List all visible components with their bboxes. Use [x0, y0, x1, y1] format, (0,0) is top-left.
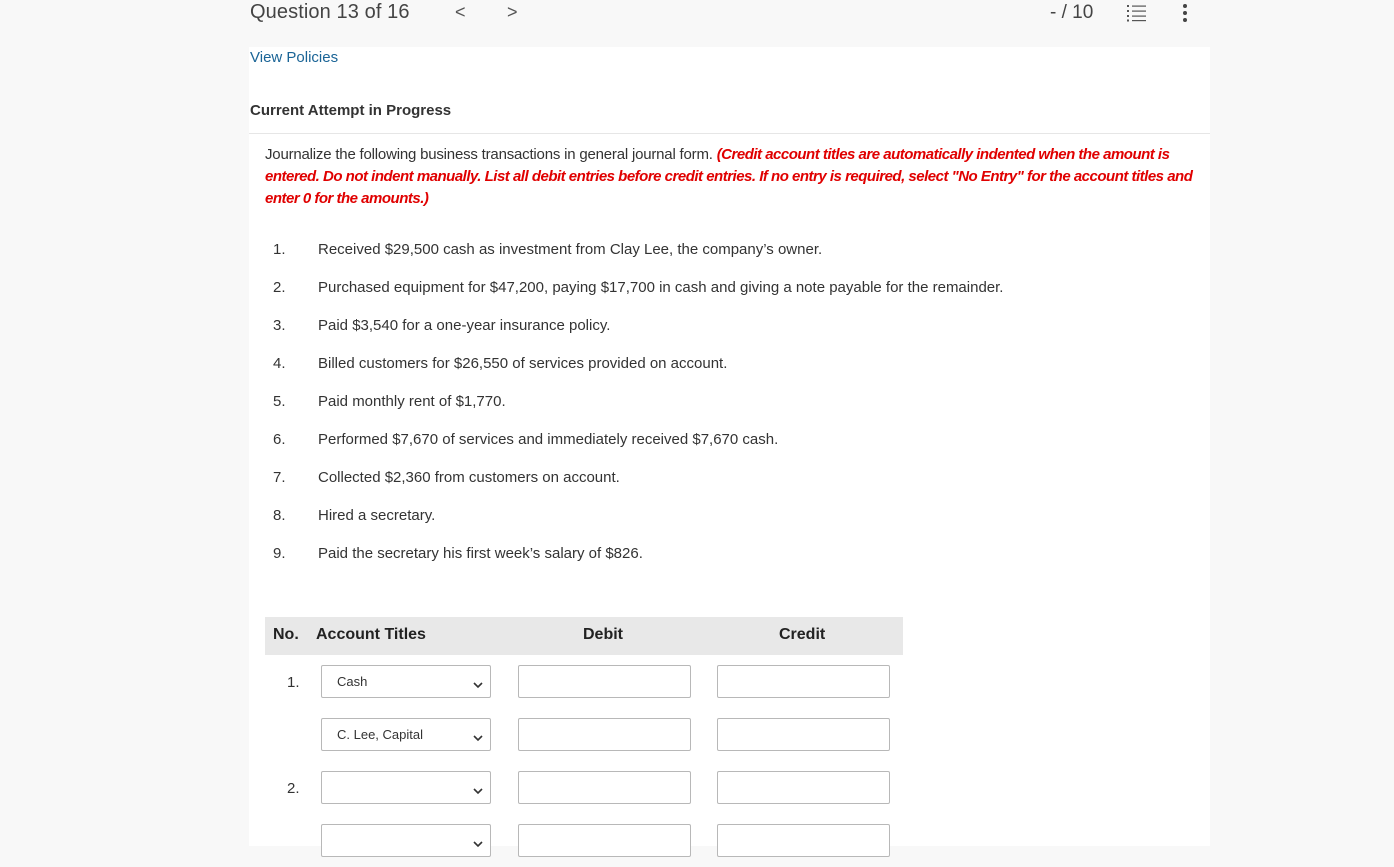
instructions-emphasis: (Credit account titles are automatically indented when the amount is entered. Do not indent manually. List all debit entries before credit entries. If no entry is required, select "No Entry" for the account titles and enter 0 for the amounts.): [265, 146, 1193, 207]
list-icon[interactable]: [1127, 4, 1147, 27]
table-row: [265, 814, 903, 867]
question-counter: Question 13 of 16: [250, 1, 410, 23]
transaction-number: 7.: [273, 469, 286, 486]
account-title-value: Cash: [337, 674, 368, 689]
account-title-select[interactable]: [321, 718, 491, 751]
transaction-text: Purchased equipment for $47,200, paying $17,700 in cash and giving a note payable for the remainder.: [318, 279, 1004, 296]
column-header-credit: Credit: [779, 626, 826, 643]
transaction-text: Paid monthly rent of $1,770.: [318, 393, 506, 410]
account-title-select[interactable]: [321, 824, 491, 857]
credit-input[interactable]: [717, 824, 890, 857]
entry-number: 2.: [287, 780, 300, 797]
table-row: [265, 761, 903, 814]
transaction-text: Collected $2,360 from customers on account.: [318, 469, 620, 486]
credit-input[interactable]: [717, 718, 890, 751]
transaction-text: Performed $7,670 of services and immediately received $7,670 cash.: [318, 431, 779, 448]
question-header: [0, 0, 1394, 47]
instructions-text: Journalize the following business transactions in general journal form.: [265, 146, 713, 163]
transaction-text: Hired a secretary.: [318, 507, 436, 524]
previous-question-button[interactable]: <: [455, 2, 466, 22]
transaction-number: 5.: [273, 393, 286, 410]
debit-input[interactable]: [518, 718, 691, 751]
table-row: [265, 708, 903, 761]
table-header: [265, 617, 903, 655]
list-item: [249, 389, 1149, 427]
chevron-down-icon: [473, 836, 483, 851]
transaction-number: 4.: [273, 355, 286, 372]
question-panel: [249, 47, 1210, 846]
transaction-text: Billed customers for $26,550 of services provided on account.: [318, 355, 728, 372]
chevron-down-icon: [473, 730, 483, 745]
list-item: [249, 541, 1149, 579]
transaction-text: Paid the secretary his first week’s salary of $826.: [318, 545, 643, 562]
list-item: [249, 351, 1149, 389]
account-title-select[interactable]: [321, 665, 491, 698]
debit-input[interactable]: [518, 771, 691, 804]
credit-input[interactable]: [717, 665, 890, 698]
transaction-text: Received $29,500 cash as investment from Clay Lee, the company’s owner.: [318, 241, 823, 258]
debit-input[interactable]: [518, 824, 691, 857]
list-item: [249, 503, 1149, 541]
transaction-number: 8.: [273, 507, 286, 524]
entry-number: 1.: [287, 674, 300, 691]
transaction-number: 1.: [273, 241, 286, 258]
credit-input[interactable]: [717, 771, 890, 804]
column-header-debit: Debit: [583, 626, 623, 643]
transaction-list: [249, 237, 1149, 579]
view-policies-link[interactable]: View Policies: [250, 49, 339, 66]
chevron-down-icon: [473, 677, 483, 692]
table-row: [265, 655, 903, 708]
column-header-account-titles: Account Titles: [316, 626, 426, 643]
score-display: - / 10: [1050, 2, 1094, 23]
journal-entry-table: [265, 617, 903, 867]
column-header-no: No.: [273, 626, 299, 643]
list-item: [249, 465, 1149, 503]
divider: [249, 133, 1210, 134]
transaction-text: Paid $3,540 for a one-year insurance policy.: [318, 317, 611, 334]
transaction-number: 3.: [273, 317, 286, 334]
list-item: [249, 427, 1149, 465]
debit-input[interactable]: [518, 665, 691, 698]
list-item: [249, 237, 1149, 275]
transaction-number: 2.: [273, 279, 286, 296]
attempt-status: Current Attempt in Progress: [250, 102, 452, 119]
account-title-value: C. Lee, Capital: [337, 727, 423, 742]
list-item: [249, 275, 1149, 313]
transaction-number: 6.: [273, 431, 286, 448]
chevron-down-icon: [473, 783, 483, 798]
transaction-number: 9.: [273, 545, 286, 562]
next-question-button[interactable]: >: [507, 2, 518, 22]
more-vertical-icon[interactable]: [1182, 3, 1188, 28]
question-instructions: [265, 144, 1195, 210]
account-title-select[interactable]: [321, 771, 491, 804]
list-item: [249, 313, 1149, 351]
